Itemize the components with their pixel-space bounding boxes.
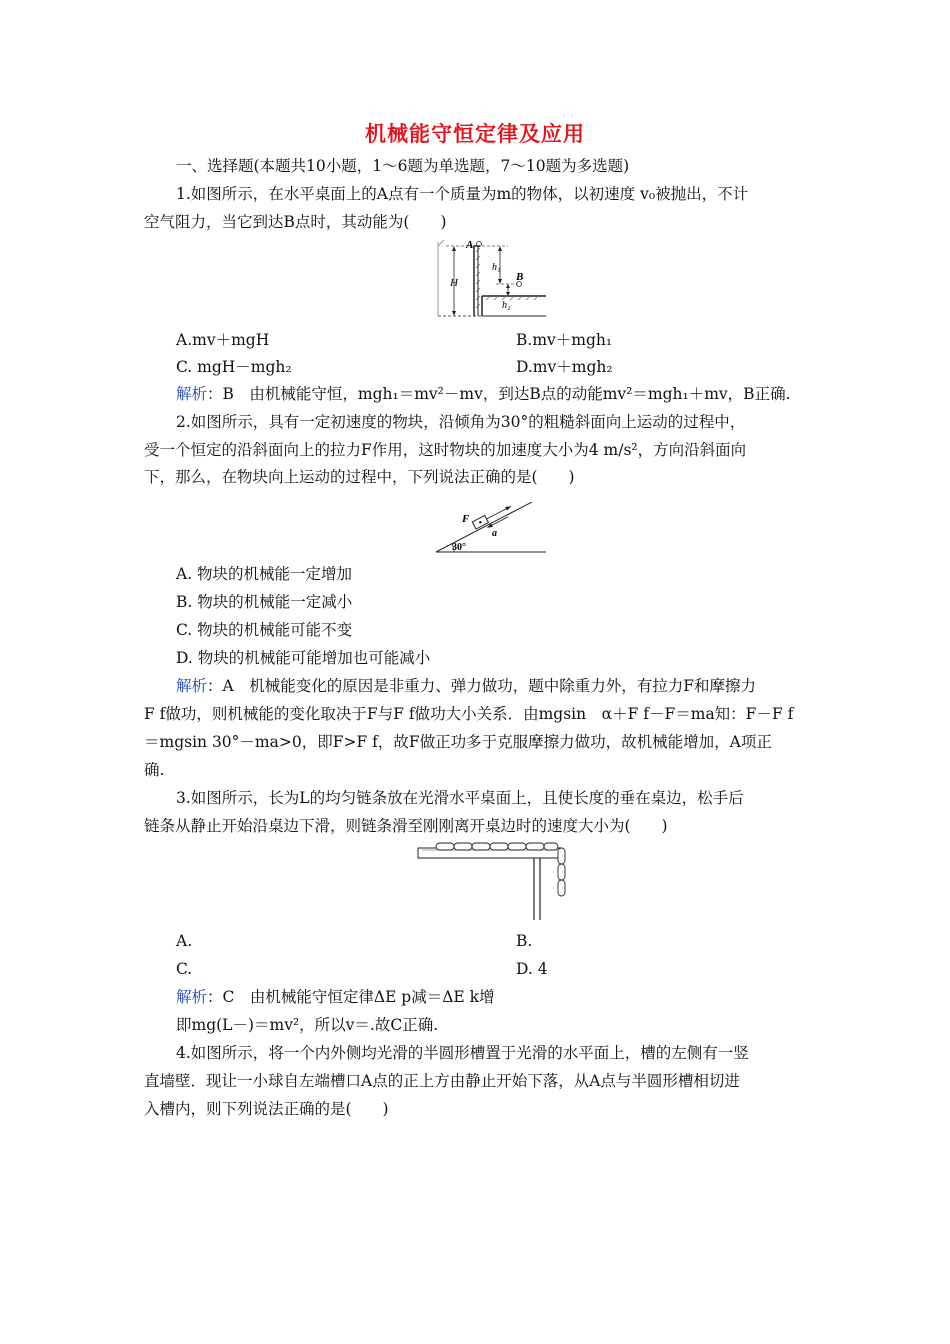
- q2-option-b: B. 物块的机械能一定减小: [176, 593, 353, 611]
- q2-answer-text-1: ：A 机械能变化的原因是非重力、弹力做功，题中除重力外，有拉力F和摩擦力: [207, 677, 756, 695]
- q2-answer-line-4: 确.: [144, 761, 165, 779]
- q1-option-b: B.mv＋mgh₁: [516, 331, 613, 349]
- q3-line-2: 链条从静止开始沿桌边下滑，则链条滑至刚刚离开桌边时的速度大小为( ): [144, 817, 668, 835]
- q2-line-1: 2.如图所示，具有一定初速度的物块，沿倾角为30°的粗糙斜面向上运动的过程中，: [176, 413, 746, 431]
- q1-fig-h1: h₁: [492, 262, 501, 273]
- page-title: 机械能守恒定律及应用: [365, 121, 585, 146]
- q1-fig-B: B: [516, 271, 524, 283]
- q2-answer-label: 解析: [176, 677, 208, 695]
- q2-answer-line-3: ＝mgsin 30°－ma>0，即F>F f，故F做正功多于克服摩擦力做功，故机械能增加，A项正: [144, 733, 772, 751]
- q2-answer-line-1: [176, 676, 756, 696]
- q1-option-a: A.mv＋mgH: [176, 331, 270, 349]
- q2-line-3: 下，那么，在物块向上运动的过程中，下列说法正确的是( ): [144, 468, 575, 486]
- q1-line-2: 空气阻力，当它到达B点时，其动能为( ): [144, 213, 447, 231]
- q3-answer-line-1: [176, 987, 495, 1007]
- q3-option-b: B.: [516, 932, 533, 950]
- q3-option-a: A.: [176, 932, 193, 950]
- q2-figure: [432, 502, 548, 554]
- q2-line-2: 受一个恒定的沿斜面向上的拉力F作用，这时物块的加速度大小为4 m/s²，方向沿斜面向: [144, 441, 747, 459]
- q2-option-c: C. 物块的机械能可能不变: [176, 621, 353, 639]
- q2-fig-a: a: [492, 528, 497, 539]
- section-heading: 一、选择题(本题共10小题，1～6题为单选题，7～10题为多选题): [176, 157, 630, 175]
- q1-fig-H: H: [450, 277, 458, 289]
- q1-line-1: 1.如图所示，在水平桌面上的A点有一个质量为m的物体，以初速度 v₀被抛出，不计: [176, 185, 749, 203]
- q2-answer-line-2: F f做功，则机械能的变化取决于F与F f做功大小关系．由mgsin α＋F f－F＝ma知：F－F f: [144, 705, 794, 723]
- q4-line-2: 直墙壁．现让一小球自左端槽口A点的正上方由静止开始下落，从A点与半圆形槽相切进: [144, 1072, 740, 1090]
- q3-answer-text-1: ：C 由机械能守恒定律ΔE p减＝ΔE k增: [207, 988, 495, 1006]
- q1-fig-h2: h₂: [502, 300, 511, 311]
- q2-fig-F: F: [462, 513, 470, 525]
- q2-option-a: A. 物块的机械能一定增加: [176, 565, 353, 583]
- q4-line-3: 入槽内，则下列说法正确的是( ): [144, 1100, 389, 1118]
- q1-option-c: C. mgH－mgh₂: [176, 358, 292, 376]
- q2-fig-angle: 30°: [452, 542, 466, 553]
- q1-option-d: D.mv＋mgh₂: [516, 358, 613, 376]
- q1-answer-text: ：B 由机械能守恒，mgh₁＝mv²－mv，到达B点的动能mv²＝mgh₁＋mv，B正确.: [207, 385, 791, 403]
- q3-answer-label: 解析: [176, 988, 208, 1006]
- q1-fig-A: A: [466, 240, 474, 251]
- q1-figure: [436, 240, 548, 320]
- q4-line-1: 4.如图所示，将一个内外侧均光滑的半圆形槽置于光滑的水平面上，槽的左侧有一竖: [176, 1044, 749, 1062]
- q1-answer-label: 解析: [176, 385, 208, 403]
- q2-option-d: D. 物块的机械能可能增加也可能减小: [176, 649, 431, 667]
- q3-option-d: D. 4: [516, 960, 548, 978]
- q1-answer: [176, 384, 791, 404]
- q3-option-c: C.: [176, 960, 193, 978]
- q3-figure: [416, 842, 576, 922]
- q3-answer-line-2: 即mg(L－)＝mv²，所以v＝.故C正确.: [176, 1016, 439, 1034]
- q3-line-1: 3.如图所示，长为L的均匀链条放在光滑水平桌面上，且使长度的垂在桌边，松手后: [176, 789, 744, 807]
